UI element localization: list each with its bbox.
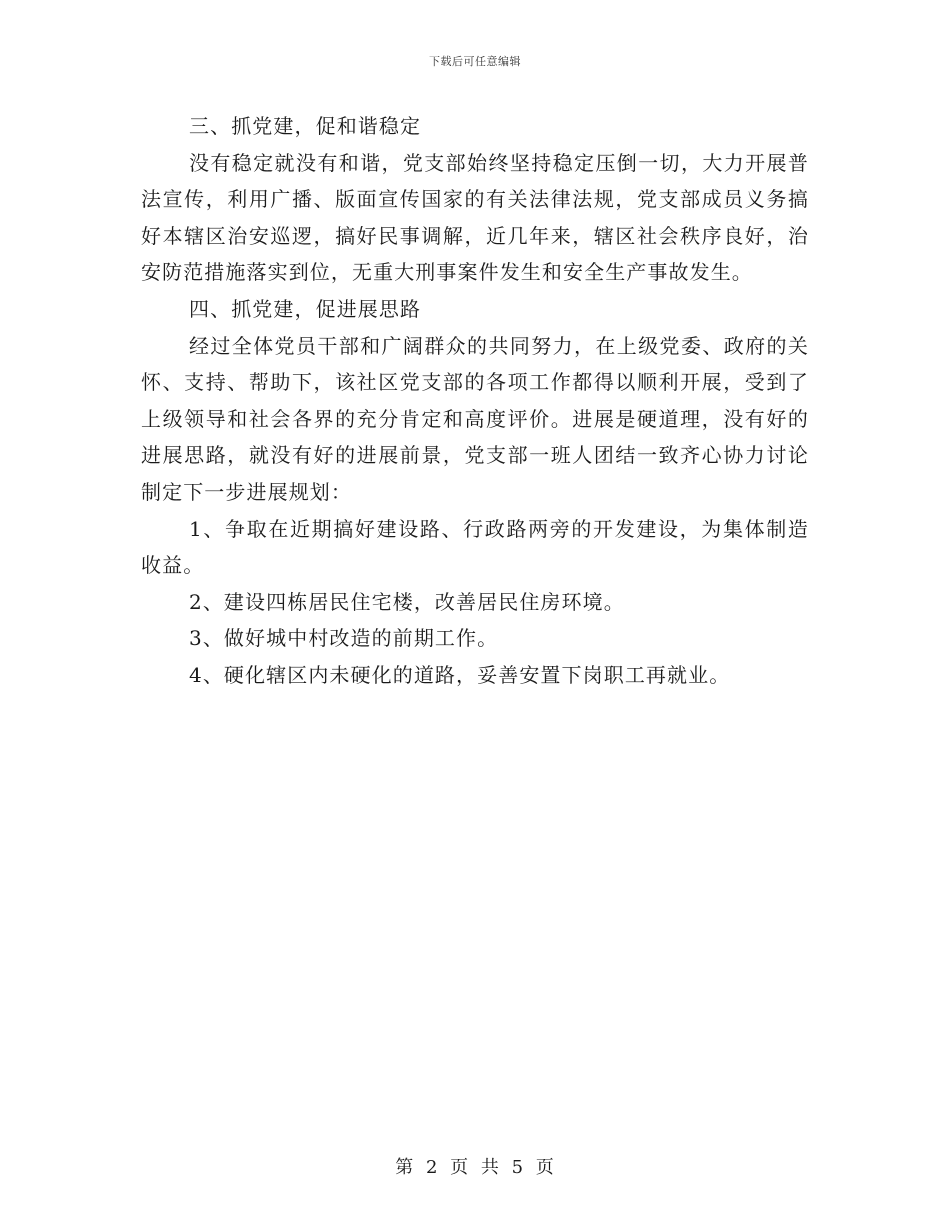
paragraph-stability: 没有稳定就没有和谐，党支部始终坚持稳定压倒一切，大力开展普法宣传，利用广播、版面宣传国家的有关法律法规，党支部成员义务搞好本辖区治安巡逻，搞好民事调解，近几年来，辖区社会秩序良好，治安防范措施落实到位，无重大刑事案件发生和安全生产事故发生。 [141,150,809,285]
plan-item-4: 4、硬化辖区内未硬化的道路，妥善安置下岗职工再就业。 [189,662,731,687]
section-heading-3: 三、抓党建，促和谐稳定 [189,114,422,138]
page-header-note: 下载后可任意编辑 [429,55,521,68]
plan-item-3: 3、做好城中村改造的前期工作。 [189,626,499,651]
paragraph-development: 经过全体党员干部和广阔群众的共同努力，在上级党委、政府的关怀、支持、帮助下，该社区党支部的各项工作都得以顺利开展，受到了上级领导和社会各界的充分肯定和高度评价。进展是硬道理，没有好的进展思路，就没有好的进展前景，党支部一班人团结一致齐心协力讨论制定下一步进展规划： [141,333,809,504]
document-body [141,108,809,694]
page-number: 第 2 页 共 5 页 [395,1157,555,1178]
section-heading-4: 四、抓党建，促进展思路 [189,296,422,321]
plan-item-2: 2、建设四栋居民住宅楼，改善居民住房环境。 [189,589,625,614]
plan-item-1: 1、争取在近期搞好建设路、行政路两旁的开发建设，为集体制造收益。 [141,516,809,578]
